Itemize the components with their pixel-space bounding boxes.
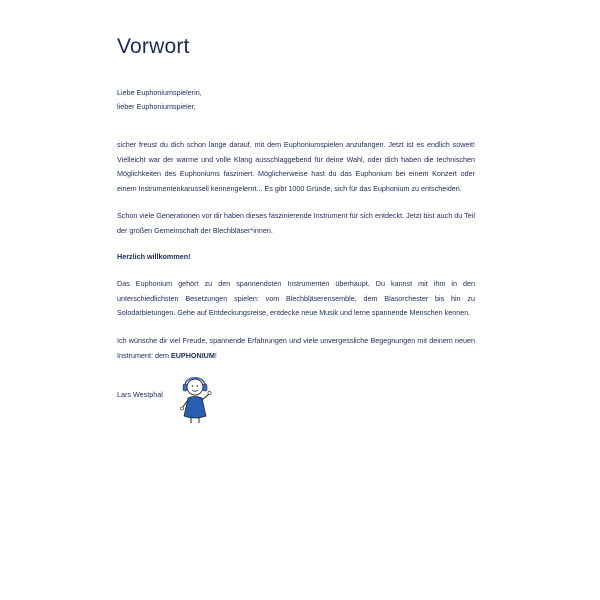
wishes-end: ! bbox=[214, 350, 217, 360]
page-title: Vorwort bbox=[117, 35, 190, 58]
signature: Lars Westphal bbox=[117, 390, 163, 399]
paragraph-instrument: Das Euphonium gehört zu den spannendsten Instrumenten überhaupt. Du kannst mit ihm in den unterschiedlichsten Besetzungen spielen: vom Blechbläserensemble, dem Blasorchester bis hin zu Solodarbietungen. Gehe auf Entdeckungsreise, entdecke neue Musik und lerne spannende Menschen kennen. bbox=[117, 279, 475, 317]
salutation bbox=[117, 86, 202, 114]
paragraph-wishes bbox=[117, 334, 475, 363]
salutation-line-1: Liebe Euphoniumspielerin, bbox=[117, 88, 202, 97]
child-with-headphones-icon bbox=[176, 372, 216, 424]
salutation-line-2: lieber Euphoniumspieler, bbox=[117, 102, 196, 111]
paragraph-community: Schon viele Generationen vor dir haben dieses faszinierende Instrument für sich entdeckt. Jetzt bist auch du Teil der großen Gemeinschaft der Blechbläser*innen. bbox=[117, 211, 475, 235]
paragraph-welcome: Herzlich willkommen! bbox=[117, 252, 191, 261]
euphonium-emphasis: EUPHONIUM bbox=[170, 350, 215, 360]
paragraph-intro: sicher freust du dich schon lange darauf, mit dem Euphoniumspielen anzufangen. Jetzt ist es endlich soweit! Vielleicht war der warme und volle Klang ausschlaggebend für deine Wahl, oder dich haben die technischen Möglichkeiten des Euphoniums fasziniert. Möglicherweise hast du das Euphonium bei einem Konzert oder einem Instrumentenkarussell kennengelernt... Es gibt 1000 Gründe, sich für das Euphonium zu entscheiden. bbox=[117, 140, 475, 193]
wishes-text: Ich wünsche dir viel Freude, spannende Erfahrungen und viele unvergessliche Begegnungen mit deinem neuen Instrument: dem bbox=[117, 336, 475, 360]
